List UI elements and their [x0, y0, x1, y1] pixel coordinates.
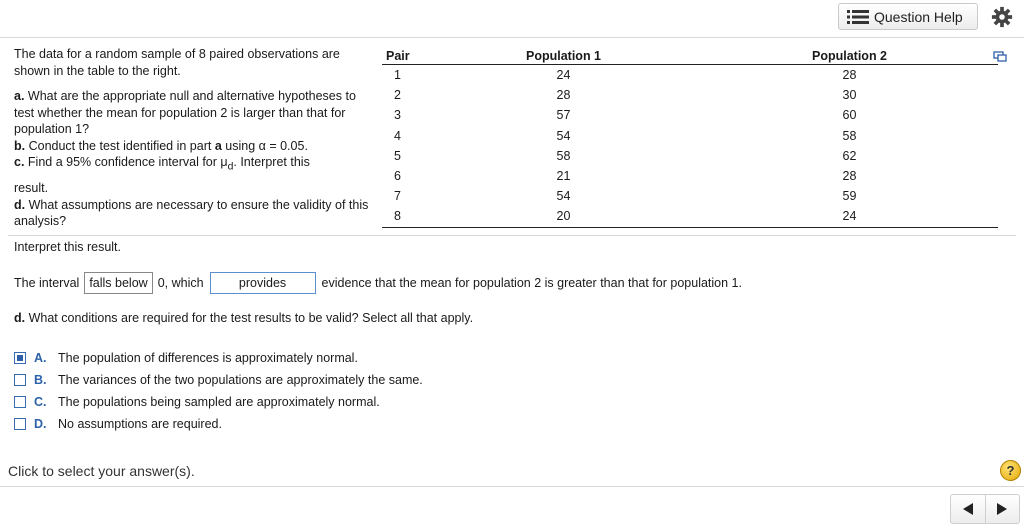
- checkbox-c[interactable]: [14, 396, 26, 408]
- checkbox-d[interactable]: [14, 418, 26, 430]
- copy-data-icon[interactable]: [993, 49, 1007, 63]
- answer-options: [14, 347, 423, 435]
- option-text: The population of differences is approximately normal.: [58, 351, 358, 365]
- part-c-text-line2: result.: [14, 181, 49, 195]
- next-button[interactable]: [985, 495, 1020, 523]
- checkbox-b[interactable]: [14, 374, 26, 386]
- interval-dropdown-1[interactable]: falls below: [84, 272, 152, 294]
- table-row: 6 21 28: [394, 169, 857, 184]
- part-c-text: c. Find a 95% confidence interval for $\mu_d$. Interpret this: [14, 155, 310, 173]
- gear-icon[interactable]: [990, 6, 1014, 28]
- previous-button[interactable]: [951, 495, 985, 523]
- arrow-right-icon: [997, 503, 1007, 515]
- interval-mid-text: 0, which: [157, 276, 204, 290]
- table-row: 5 58 62: [394, 148, 857, 163]
- table-row: 2 28 30: [394, 88, 857, 103]
- table-row: 4 54 58: [394, 128, 857, 143]
- top-divider: [0, 37, 1024, 38]
- interpret-prompt: Interpret this result.: [14, 240, 121, 254]
- option-text: No assumptions are required.: [58, 417, 222, 431]
- interval-post-text: evidence that the mean for population 2 is greater than that for population 1.: [321, 276, 742, 290]
- option-c[interactable]: [14, 391, 423, 413]
- header-pair: Pair: [382, 47, 426, 65]
- option-b[interactable]: [14, 369, 423, 391]
- data-table: [382, 47, 998, 228]
- table-row: 7 54 59: [394, 189, 857, 204]
- option-a[interactable]: [14, 347, 423, 369]
- part-d-text: d. What assumptions are necessary to ensure the validity of this analysis?: [14, 197, 369, 228]
- part-a-text: a. What are the appropriate null and alternative hypotheses to test whether the mean for population 2 is larger than that for population 1?: [14, 89, 356, 136]
- table-row: 1 24 28: [394, 68, 857, 83]
- interval-pre-text: The interval: [14, 276, 80, 290]
- part-b-text: b. Conduct the test identified in part a using α = 0.05.: [14, 138, 308, 153]
- question-help-button[interactable]: [838, 3, 978, 30]
- option-letter: C.: [34, 395, 47, 409]
- question-help-label: Question Help: [874, 8, 963, 25]
- option-d[interactable]: [14, 413, 423, 435]
- option-text: The variances of the two populations are approximately the same.: [58, 373, 423, 387]
- header-population-2: Population 2: [701, 47, 998, 65]
- table-row: 3 57 60: [394, 108, 857, 123]
- navigation-buttons: [950, 494, 1020, 524]
- bottom-divider: [0, 486, 1024, 487]
- evidence-dropdown[interactable]: provides: [210, 272, 316, 294]
- option-text: The populations being sampled are approximately normal.: [58, 395, 380, 409]
- option-letter: B.: [34, 373, 47, 387]
- click-instruction: Click to select your answer(s).: [8, 463, 195, 479]
- table-row: 8 20 24: [382, 206, 998, 227]
- checkbox-a[interactable]: [14, 352, 26, 364]
- intro-text: The data for a random sample of 8 paired observations are shown in the table to the right.: [14, 47, 340, 78]
- header-population-1: Population 1: [426, 47, 701, 65]
- list-icon: [847, 10, 869, 24]
- help-question-icon[interactable]: ?: [1000, 460, 1021, 481]
- interval-sentence: [14, 270, 742, 296]
- problem-statement: [14, 46, 374, 230]
- option-letter: D.: [34, 417, 47, 431]
- section-divider: [8, 235, 1016, 236]
- part-d-question: d. What conditions are required for the test results to be valid? Select all that apply.: [14, 311, 474, 325]
- option-letter: A.: [34, 351, 47, 365]
- arrow-left-icon: [963, 503, 973, 515]
